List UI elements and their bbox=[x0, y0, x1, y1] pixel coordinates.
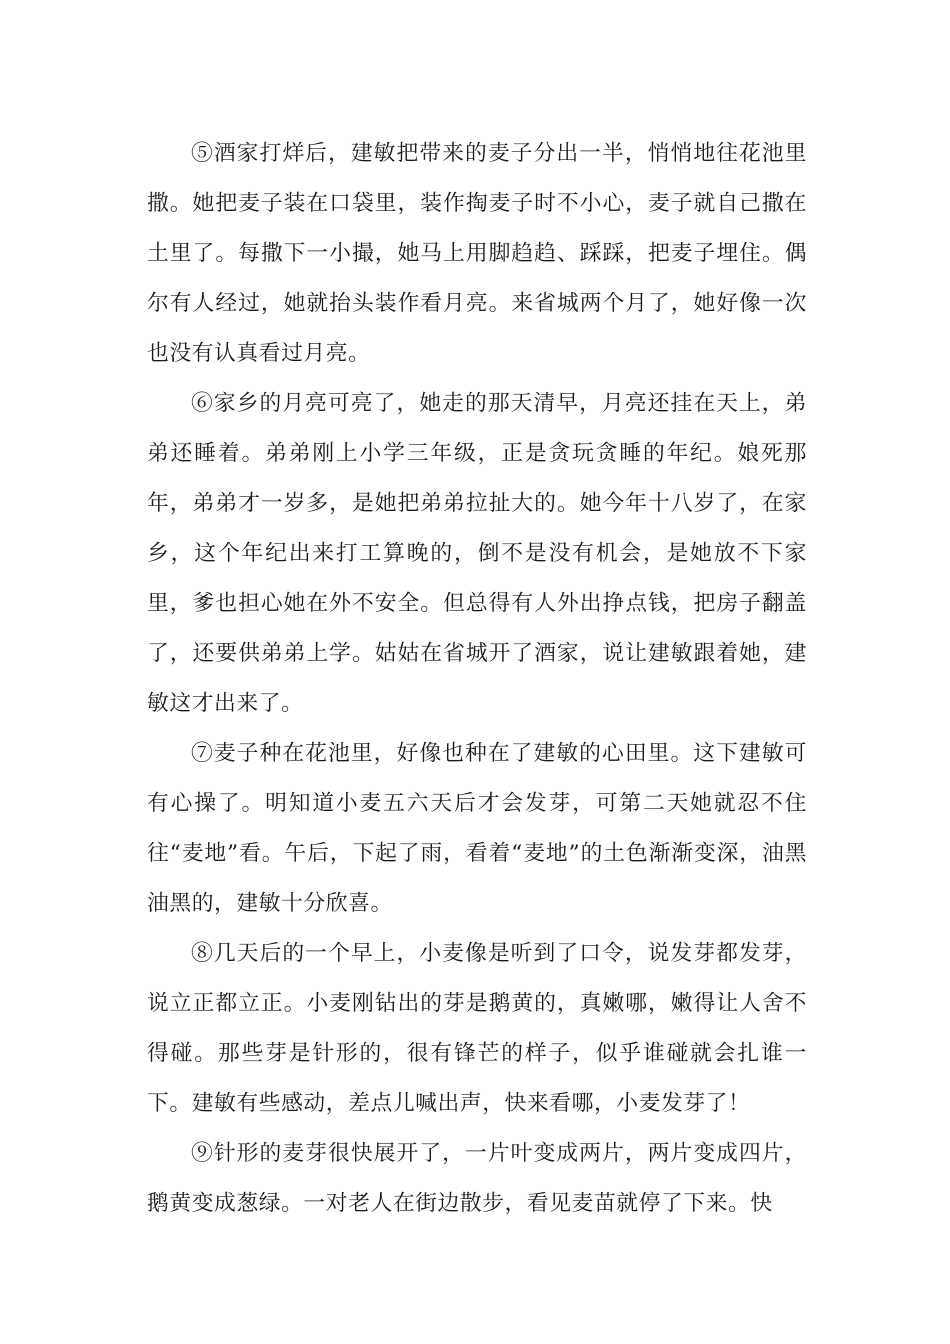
paragraph-5: ⑤酒家打烊后，建敏把带来的麦子分出一半，悄悄地往花池里撒。她把麦子装在口袋里，装作掏麦子时不小心，麦子就自己撒在土里了。每撒下一小撮，她马上用脚趋趋、踩踩，把麦子埋住。偶尔有人经过，她就抬头装作看月亮。来省城两个月了，她好像一次也没有认真看过月亮。 bbox=[147, 141, 807, 366]
paragraph-9: ⑨针形的麦芽很快展开了，一片叶变成两片，两片变成四片，鹅黄变成葱绿。一对老人在街边散步，看见麦苗就停了下来。快 bbox=[147, 1141, 807, 1216]
paragraph-6: ⑥家乡的月亮可亮了，她走的那天清早，月亮还挂在天上，弟弟还睡着。弟弟刚上小学三年级，正是贪玩贪睡的年纪。娘死那年，弟弟才一岁多，是她把弟弟拉扯大的。她今年十八岁了，在家乡，这个年纪出来打工算晚的，倒不是没有机会，是她放不下家里，爹也担心她在外不安全。但总得有人外出挣点钱，把房子翻盖了，还要供弟弟上学。姑姑在省城开了酒家，说让建敏跟着她，建敏这才出来了。 bbox=[147, 391, 807, 716]
paragraph-7: ⑦麦子种在花池里，好像也种在了建敏的心田里。这下建敏可有心操了。明知道小麦五六天后才会发芽，可第二天她就忍不住往“麦地”看。午后，下起了雨，看着“麦地”的土色渐渐变深，油黑油黑的，建敏十分欣喜。 bbox=[147, 741, 807, 916]
document-body bbox=[147, 129, 807, 1229]
paragraph-8: ⑧几天后的一个早上，小麦像是听到了口令，说发芽都发芽，说立正都立正。小麦刚钻出的芽是鹅黄的，真嫩哪，嫩得让人舍不得碰。那些芽是针形的，很有锋芒的样子，似乎谁碰就会扎谁一下。建敏有些感动，差点儿喊出声，快来看哪，小麦发芽了！ bbox=[147, 941, 807, 1116]
